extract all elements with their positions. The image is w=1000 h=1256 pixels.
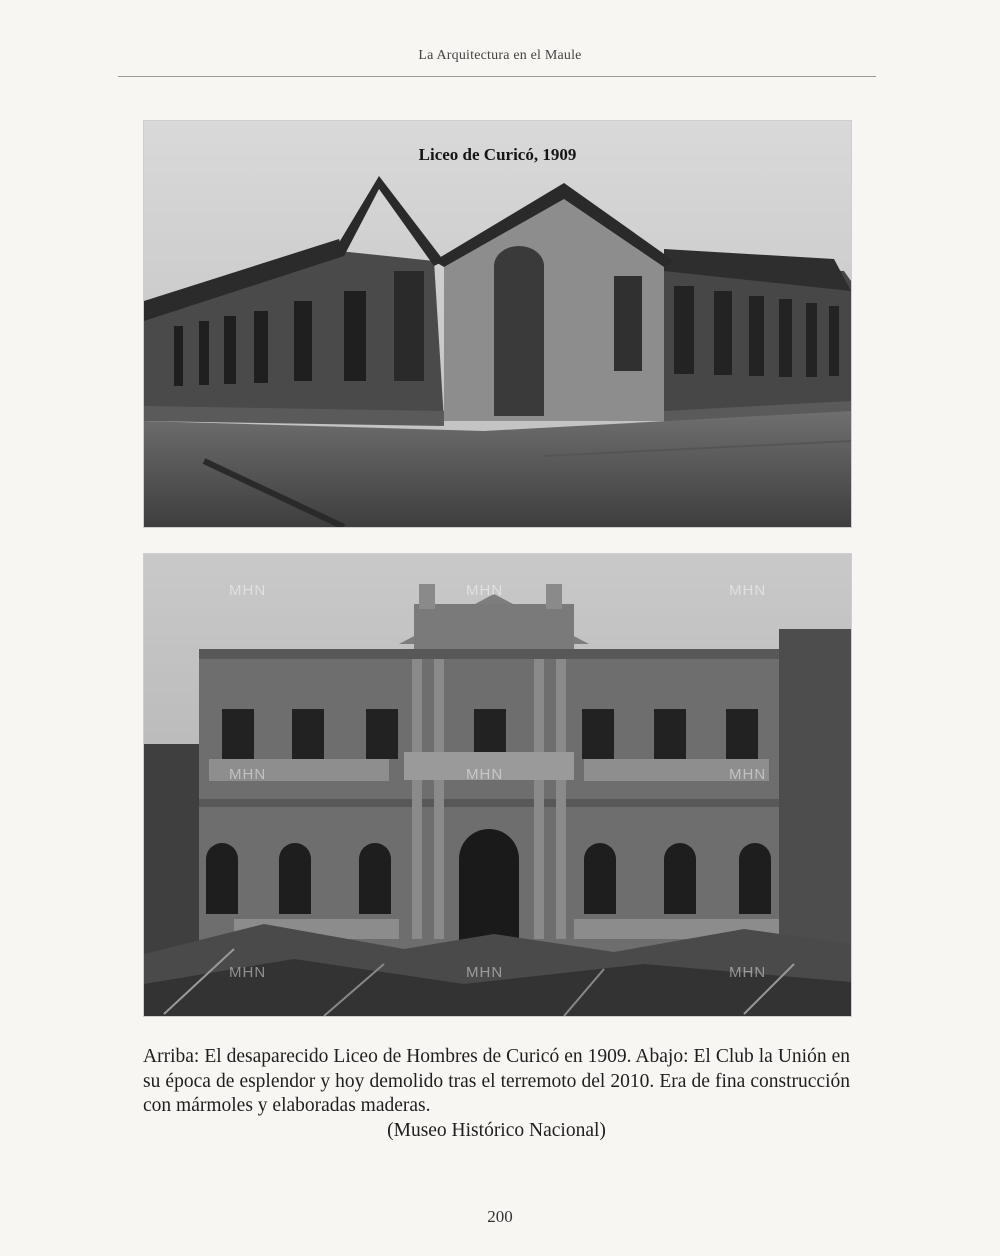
watermark: MHN — [466, 964, 504, 981]
page-number: 200 — [487, 1207, 513, 1226]
club-building-illustration — [144, 554, 851, 1016]
watermark: MHN — [729, 582, 767, 599]
watermark: MHN — [466, 766, 504, 783]
watermark: MHN — [229, 766, 267, 783]
header-rule — [118, 76, 876, 77]
caption-text: Arriba: El desaparecido Liceo de Hombres de Curicó en 1909. Abajo: El Club la Unión en su época de esplendor y hoy demolido tras el terremoto del 2010. Era de fina construcción con mármoles y elaboradas maderas. — [143, 1046, 850, 1116]
watermark: MHN — [729, 766, 767, 783]
caption-credit: (Museo Histórico Nacional) — [387, 1119, 606, 1141]
photo-liceo-curico — [143, 120, 852, 528]
watermark: MHN — [229, 964, 267, 981]
photo-title: Liceo de Curicó, 1909 — [418, 145, 577, 164]
watermark: MHN — [729, 964, 767, 981]
watermark: MHN — [466, 582, 504, 599]
photo-caption — [143, 1045, 850, 1143]
photo-club-la-union — [143, 553, 852, 1017]
watermark: MHN — [229, 582, 267, 599]
running-header: La Arquitectura en el Maule — [418, 48, 582, 63]
liceo-building-illustration — [144, 121, 851, 527]
